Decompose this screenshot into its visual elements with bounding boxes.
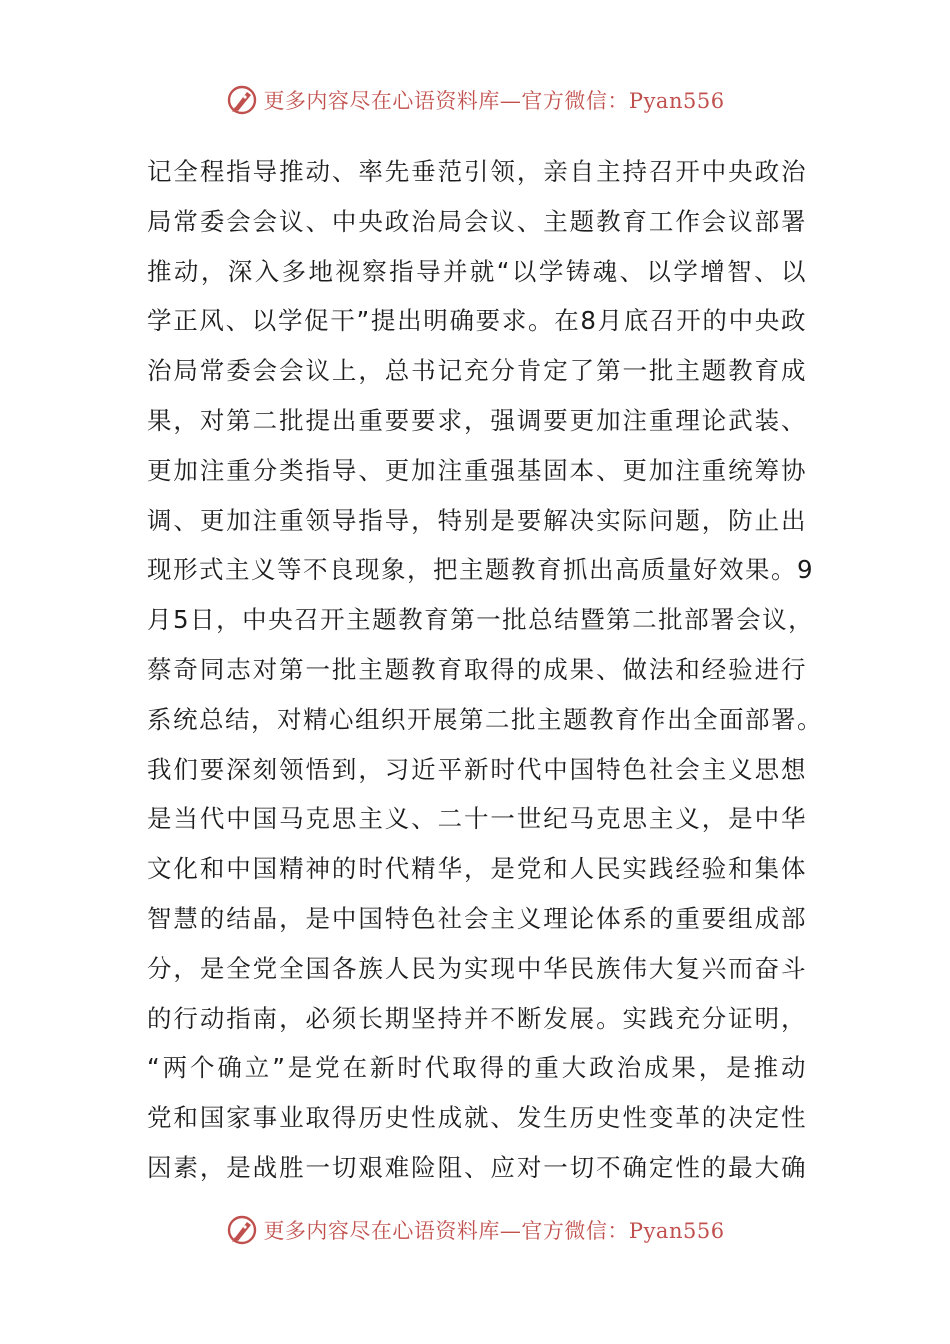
header-banner bbox=[0, 80, 950, 120]
text-line: 文化和中国精神的时代精华，是党和人民实践经验和集体 bbox=[147, 854, 807, 884]
text-line: 记全程指导推动、率先垂范引领，亲自主持召开中央政治 bbox=[147, 157, 807, 186]
footer-banner bbox=[0, 1210, 950, 1250]
text-line: 的行动指南，必须长期坚持并不断发展。实践充分证明， bbox=[147, 1003, 807, 1033]
text-line: 党和国家事业取得历史性成就、发生历史性变革的决定性 bbox=[147, 1103, 807, 1133]
footer-banner-text: 更多内容尽在心语资料库—官方微信：Pyan556 bbox=[263, 1219, 725, 1243]
text-line: 分，是全党全国各族人民为实现中华民族伟大复兴而奋斗 bbox=[147, 953, 807, 983]
text-line: 智慧的结晶，是中国特色社会主义理论体系的重要组成部 bbox=[147, 903, 807, 933]
text-line: 因素，是战胜一切艰难险阻、应对一切不确定性的最大确 bbox=[147, 1152, 807, 1182]
text-line: “两个确立”是党在新时代取得的重大政治成果，是推动 bbox=[147, 1053, 807, 1083]
text-line: 局常委会会议、中央政治局会议、主题教育工作会议部署 bbox=[147, 206, 807, 236]
document-body bbox=[147, 147, 823, 1193]
text-line: 推动，深入多地视察指导并就“以学铸魂、以学增智、以 bbox=[147, 256, 807, 286]
text-line: 月5日，中央召开主题教育第一批总结暨第二批部署会议， bbox=[147, 605, 815, 635]
text-line: 治局常委会会议上，总书记充分肯定了第一批主题教育成 bbox=[147, 356, 807, 386]
pen-nib-icon bbox=[225, 1213, 259, 1247]
text-line: 蔡奇同志对第一批主题教育取得的成果、做法和经验进行 bbox=[147, 654, 807, 684]
text-line: 调、更加注重领导指导，特别是要解决实际问题，防止出 bbox=[147, 505, 807, 535]
text-line: 现形式主义等不良现象，把主题教育抓出高质量好效果。9 bbox=[147, 555, 815, 585]
text-line: 果，对第二批提出重要要求，强调要更加注重理论武装、 bbox=[147, 405, 807, 435]
text-line: 学正风、以学促干”提出明确要求。在8月底召开的中央政 bbox=[147, 306, 807, 336]
text-line: 系统总结，对精心组织开展第二批主题教育作出全面部署。 bbox=[147, 704, 823, 734]
header-banner-text: 更多内容尽在心语资料库—官方微信：Pyan556 bbox=[263, 89, 725, 113]
text-line: 我们要深刻领悟到，习近平新时代中国特色社会主义思想 bbox=[147, 754, 807, 784]
text-line: 是当代中国马克思主义、二十一世纪马克思主义，是中华 bbox=[147, 804, 807, 834]
text-line: 更加注重分类指导、更加注重强基固本、更加注重统筹协 bbox=[147, 455, 807, 485]
pen-nib-icon bbox=[225, 83, 259, 117]
